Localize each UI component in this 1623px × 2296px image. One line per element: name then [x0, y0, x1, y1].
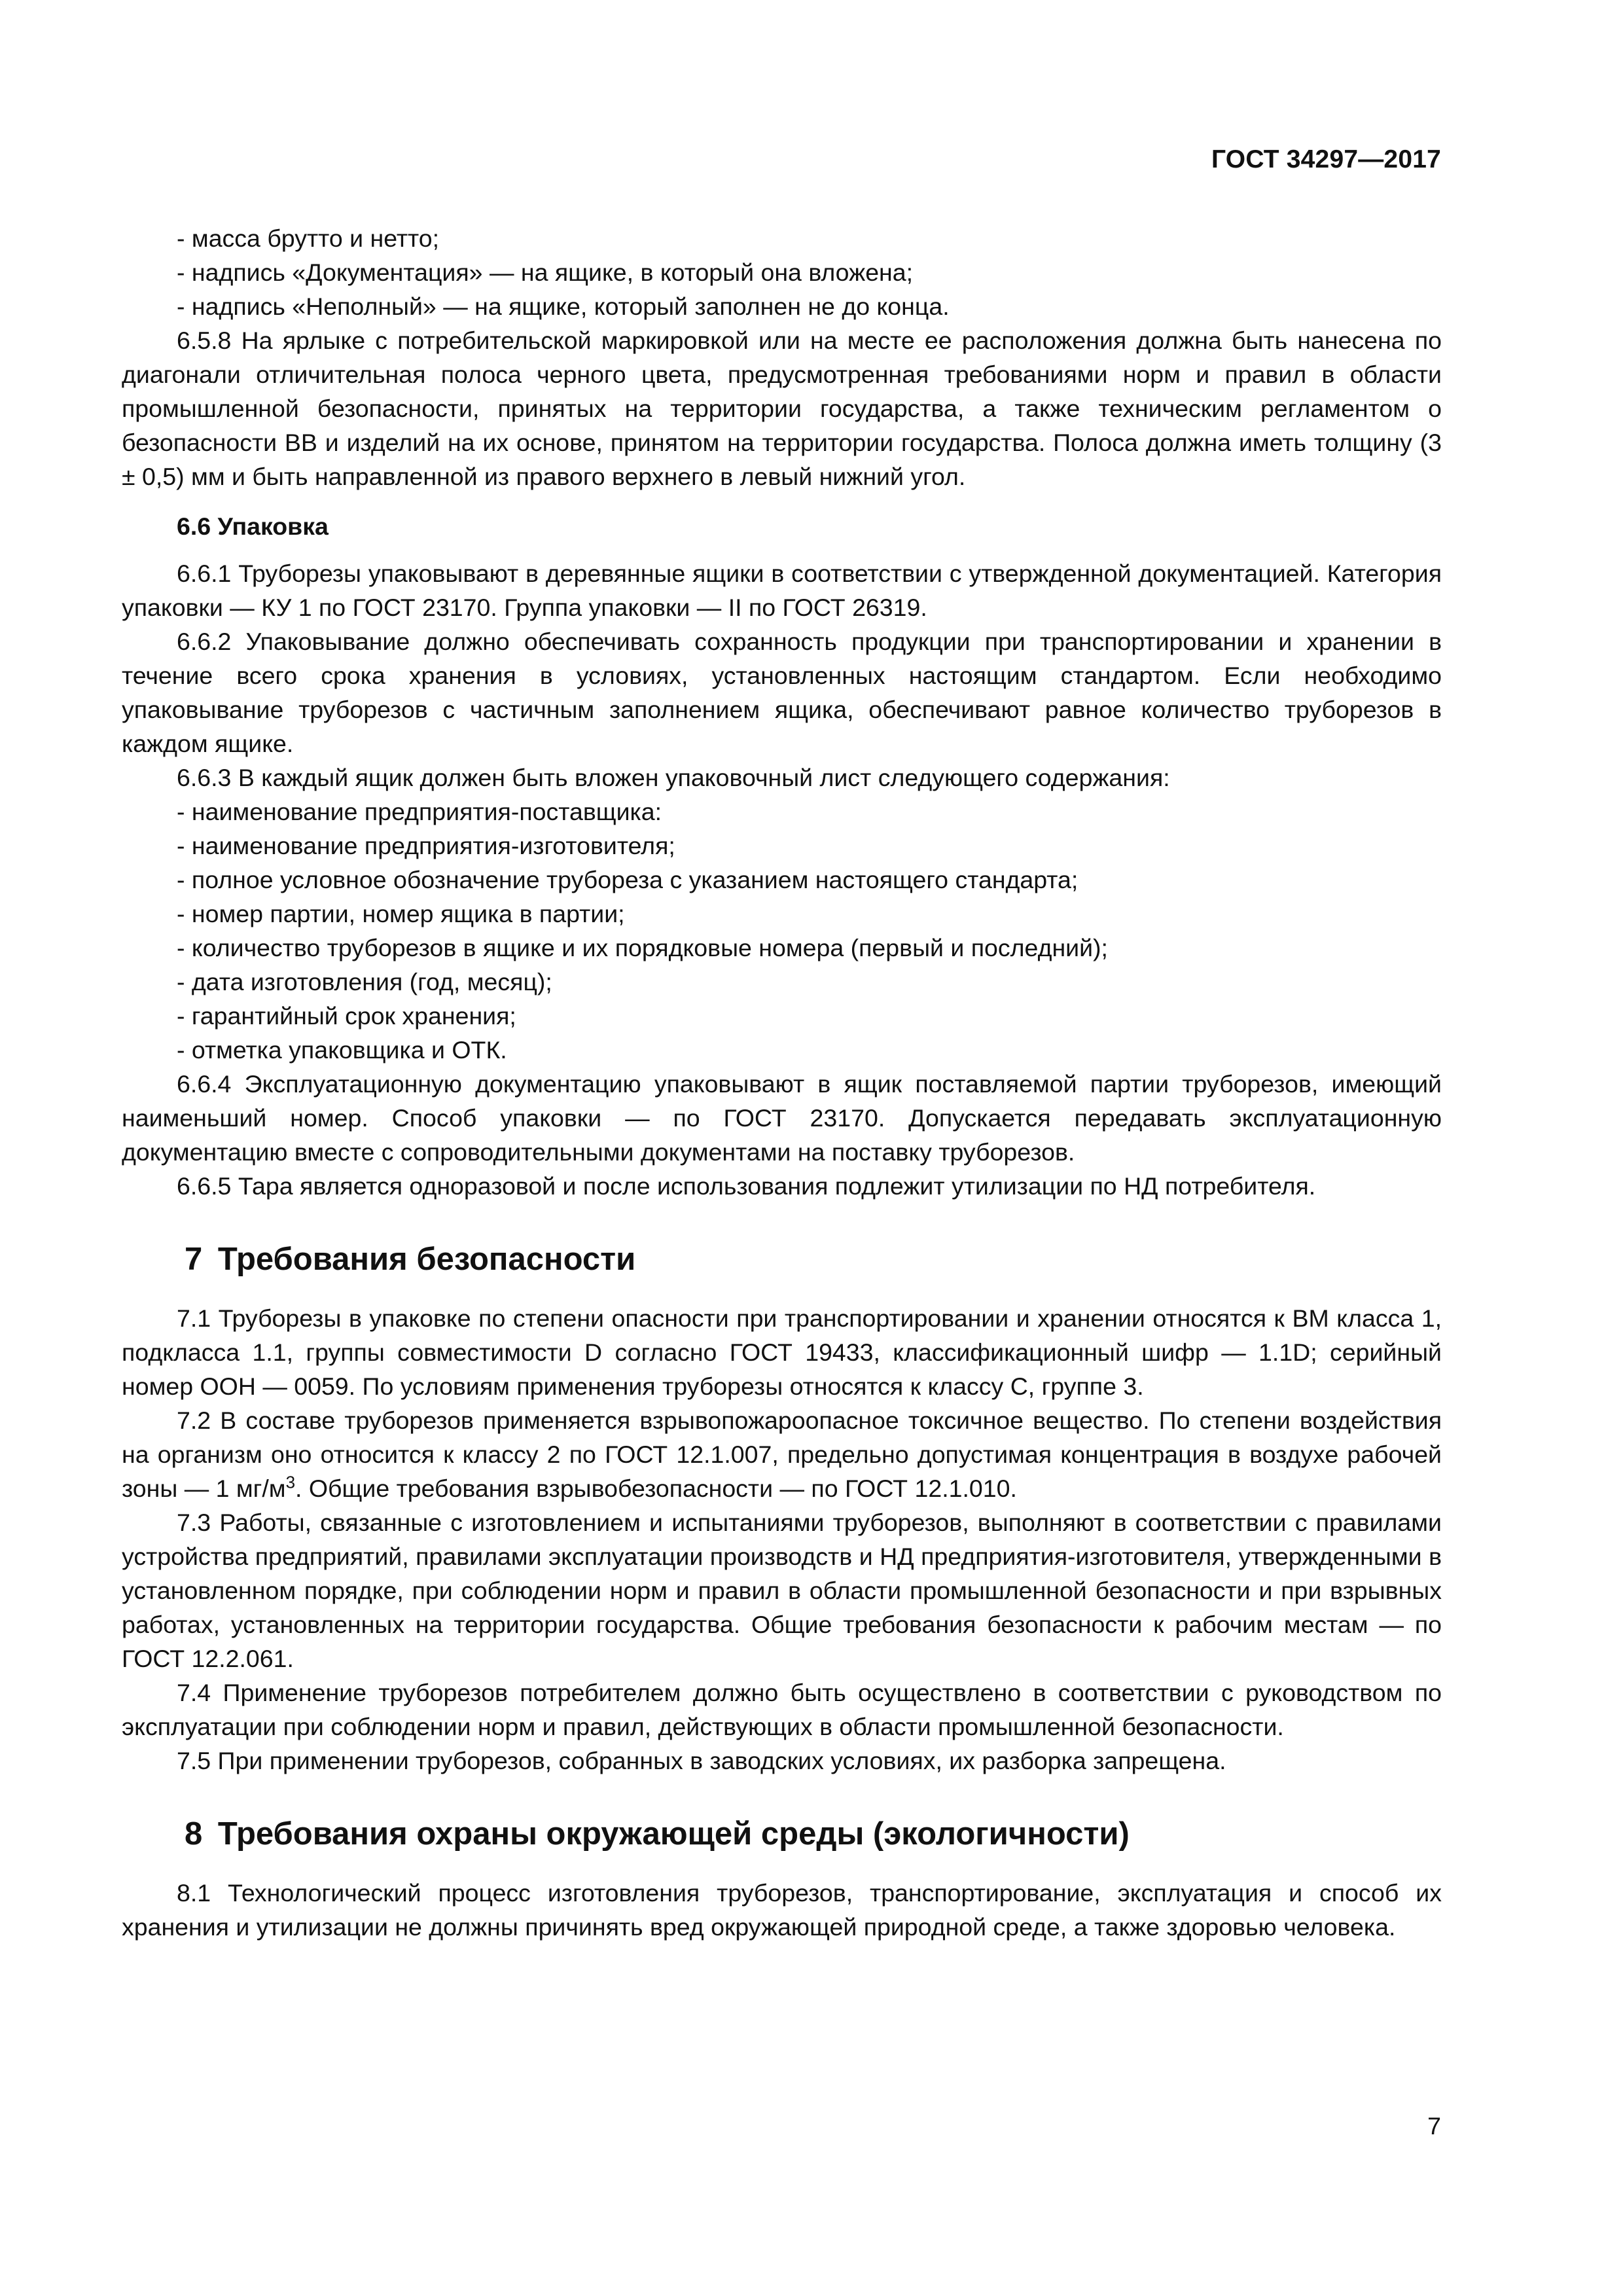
paragraph-6-6-4: 6.6.4 Эксплуатационную документацию упаковывают в ящик поставляемой партии труборезов, имеющий наименьший номер. Способ упаковки — по ГОСТ 23170. Допускается передавать эксплуатационную документацию вместе с сопроводительными документами на поставку труборезов. — [122, 1070, 1442, 1166]
paragraph-text: . Общие требования взрывобезопасности — по ГОСТ 12.1.010. — [295, 1475, 1017, 1502]
paragraph-7-5: 7.5 При применении труборезов, собранных в заводских условиях, их разборка запрещена. — [177, 1747, 1226, 1774]
section-title-text: Требования охраны окружающей среды (экологичности) — [217, 1816, 1130, 1852]
section-title-7 — [122, 1240, 1442, 1279]
paragraph-6-5-8: 6.5.8 На ярлыке с потребительской маркировкой или на месте ее расположения должна быть нанесена по диагонали отличительная полоса черного цвета, предусмотренная требованиями норм и правил в области промышленной безопасности, принятых на территории государства, а также техническим регламентом о безопасности ВВ и изделий на их основе, принятом на территории государства. Полоса должна иметь толщину (3 ± 0,5) мм и быть направленной из правого верхнего в левый нижний угол. — [122, 327, 1442, 490]
section-number: 7 — [185, 1242, 203, 1277]
paragraph-6-6-1: 6.6.1 Труборезы упаковывают в деревянные ящики в соответствии с утвержденной документацией. Категория упаковки — КУ 1 по ГОСТ 23170. Группа упаковки — II по ГОСТ 26319. — [122, 560, 1442, 621]
list-item: - дата изготовления (год, месяц); — [177, 968, 552, 996]
list-item: - количество труборезов в ящике и их порядковые номера (первый и последний); — [177, 934, 1108, 961]
paragraph-7-4: 7.4 Применение труборезов потребителем должно быть осуществлено в соответствии с руководством по эксплуатации при соблюдении норм и правил, действующих в области промышленной безопасности. — [122, 1679, 1442, 1740]
list-item: - полное условное обозначение трубореза с указанием настоящего стандарта; — [177, 866, 1079, 893]
list-item: - масса брутто и нетто; — [177, 224, 440, 252]
paragraph-text: 7.2 В составе труборезов применяется взрывопожароопасное токсичное вещество. По степени воздействия на организм оно относится к классу 2 по ГОСТ 12.1.007, предельно допустимая концентрация в воздухе рабочей зоны — 1 мг/м — [122, 1407, 1442, 1502]
list-item: - отметка упаковщика и ОТК. — [177, 1036, 507, 1064]
superscript: 3 — [285, 1472, 296, 1492]
list-item: - наименование предприятия-изготовителя; — [177, 832, 675, 859]
paragraph-6-6-3: 6.6.3 В каждый ящик должен быть вложен упаковочный лист следующего содержания: — [177, 764, 1170, 791]
document-header: ГОСТ 34297—2017 — [1211, 145, 1441, 173]
paragraph-7-1: 7.1 Труборезы в упаковке по степени опасности при транспортировании и хранении относятся к ВМ класса 1, подкласса 1.1, группы совместимости D согласно ГОСТ 19433, классификационный шифр — 1.1D; серийный номер ООН — 0059. По условиям применения труборезы относятся к классу С, группе 3. — [122, 1304, 1442, 1400]
paragraph-8-1: 8.1 Технологический процесс изготовления труборезов, транспортирование, эксплуатация и способ их хранения и утилизации не должны причинять вред окружающей природной среде, а также здоровью человека. — [122, 1879, 1442, 1941]
paragraph-6-6-2: 6.6.2 Упаковывание должно обеспечивать сохранность продукции при транспортировании и хранении в течение всего срока хранения в условиях, установленных настоящим стандартом. Если необходимо упаковывание труборезов с частичным заполнением ящика, обеспечивают равное количество труборезов в каждом ящике. — [122, 628, 1442, 757]
page-number: 7 — [1427, 2112, 1441, 2140]
document-body — [122, 221, 1442, 1944]
paragraph-6-6-5: 6.6.5 Тара является одноразовой и после использования подлежит утилизации по НД потребителя. — [177, 1172, 1316, 1200]
list-item: - номер партии, номер ящика в партии; — [177, 900, 625, 927]
paragraph-7-3: 7.3 Работы, связанные с изготовлением и испытаниями труборезов, выполняют в соответствии с правилами устройства предприятий, правилами эксплуатации производств и НД предприятия-изготовителя, утвержденными в установленном порядке, при соблюдении норм и правил в области промышленной безопасности и при взрывных работах, установленных на территории государства. Общие требования безопасности к рабочим местам — по ГОСТ 12.2.061. — [122, 1509, 1442, 1672]
list-item: - надпись «Документация» — на ящике, в который она вложена; — [177, 259, 914, 286]
list-item: - надпись «Неполный» — на ящике, который заполнен не до конца. — [177, 293, 950, 320]
list-item: - гарантийный срок хранения; — [177, 1002, 516, 1030]
section-number: 8 — [185, 1816, 203, 1852]
subsection-title-6-6: 6.6 Упаковка — [177, 512, 329, 540]
list-item: - наименование предприятия-поставщика: — [177, 798, 662, 825]
section-title-text: Требования безопасности — [217, 1242, 636, 1277]
section-title-8 — [122, 1814, 1442, 1854]
paragraph-7-2 — [122, 1403, 1442, 1505]
